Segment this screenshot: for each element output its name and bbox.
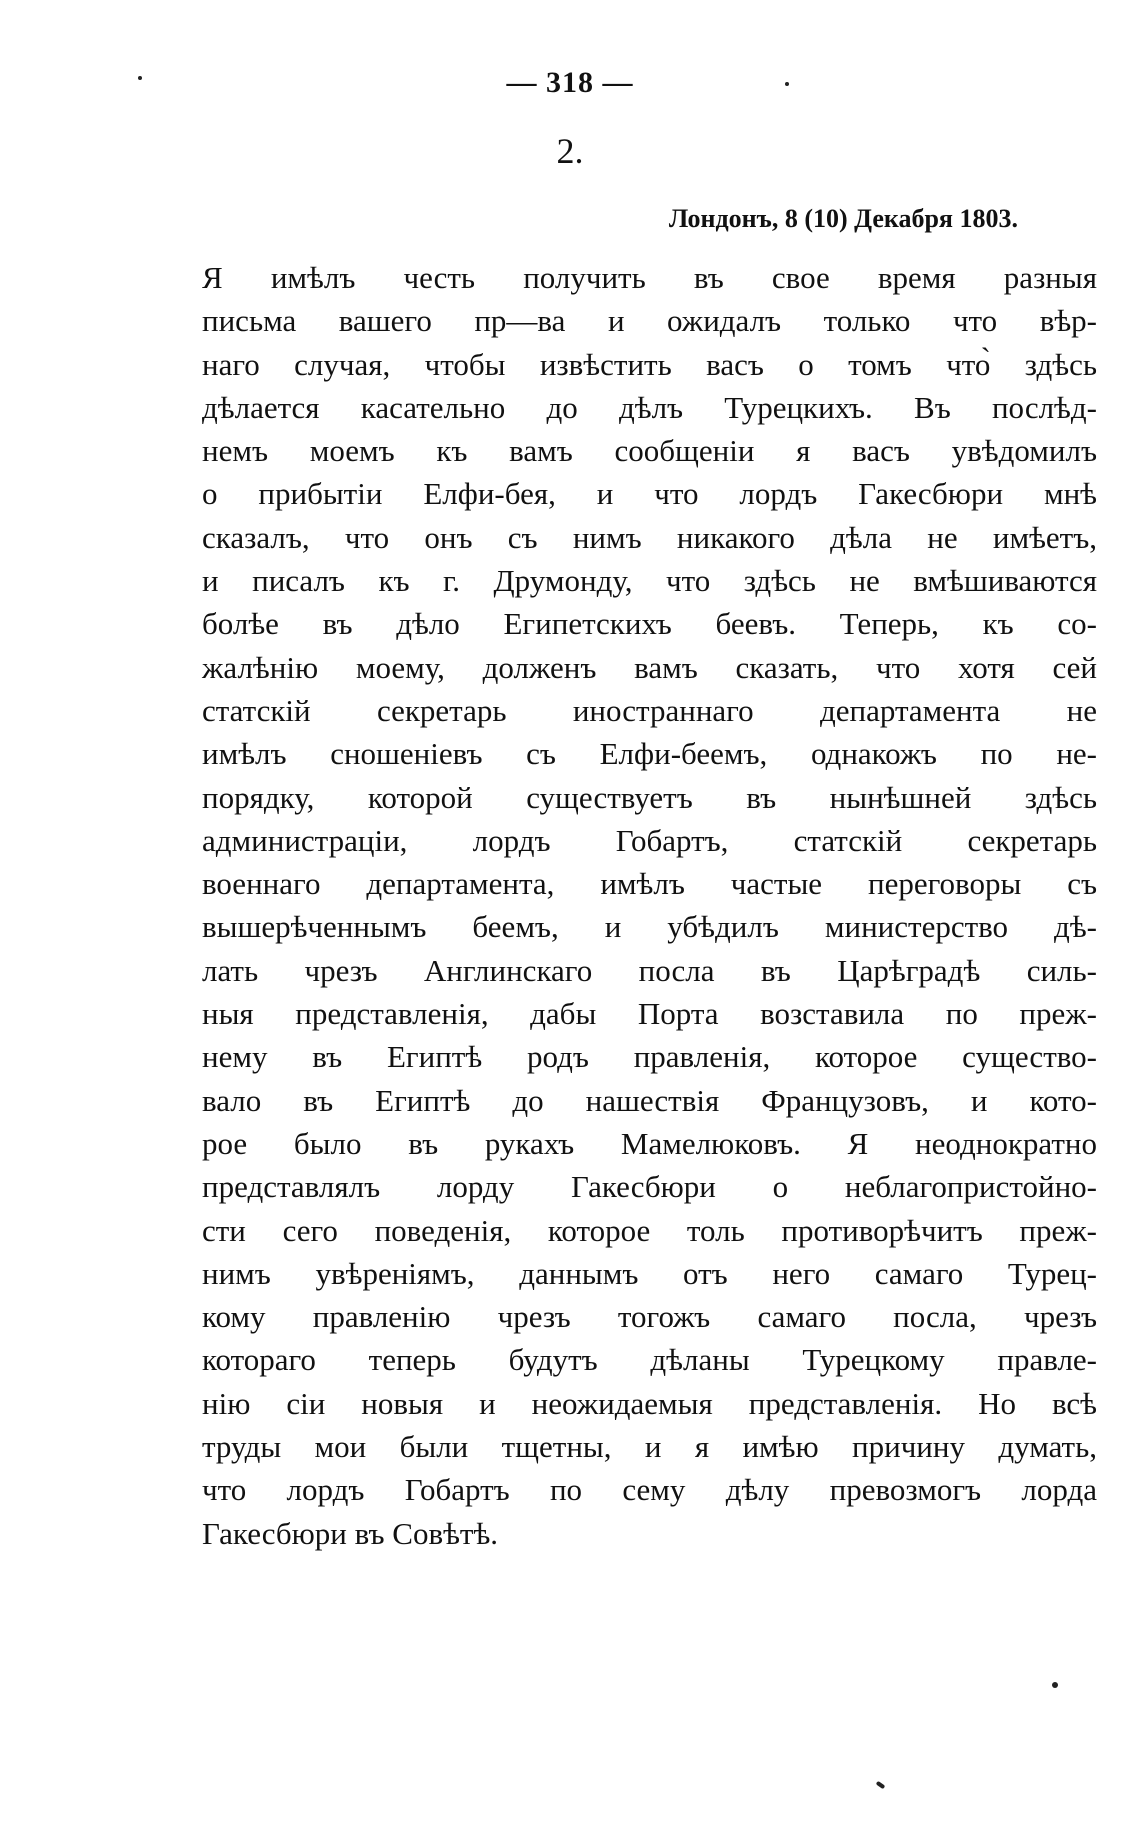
- body-line: имѣлъ сношеніевъ съ Елфи-беемъ, однакожъ по не-: [202, 736, 1097, 772]
- body-line: сти сего поведенія, которое толь противорѣчитъ преж-: [202, 1212, 1097, 1248]
- body-line: болѣе въ дѣло Египетскихъ беевъ. Теперь, къ со-: [202, 606, 1097, 642]
- dateline: Лондонъ, 8 (10) Декабря 1803.: [668, 204, 1018, 233]
- body-line: котораго теперь будутъ дѣланы Турецкому правле-: [202, 1342, 1097, 1378]
- body-line: вало въ Египтѣ до нашествія Французовъ, и кото-: [202, 1082, 1097, 1118]
- print-speck: [138, 76, 142, 80]
- body-line: Гакесбюри въ Совѣтѣ.: [202, 1515, 499, 1551]
- body-line: кому правленію чрезъ тогожъ самаго посла, чрезъ: [202, 1299, 1097, 1335]
- print-speck: [1052, 1682, 1058, 1688]
- body-line: нимъ увѣреніямъ, даннымъ отъ него самаго Турец-: [202, 1255, 1097, 1291]
- body-line: письма вашего пр—ва и ожидалъ только что вѣр-: [202, 303, 1097, 339]
- body-line: нію сіи новыя и неожидаемыя представленія. Но всѣ: [202, 1385, 1097, 1421]
- letter-number: 2.: [556, 131, 584, 171]
- body-line: и писалъ къ г. Друмонду, что здѣсь не вмѣшиваются: [202, 563, 1097, 599]
- print-speck: [876, 1781, 886, 1789]
- body-line: лать чрезъ Англинскаго посла въ Царѣградѣ силь-: [202, 952, 1097, 988]
- page-number: — 318 —: [506, 66, 634, 99]
- body-line: ныя представленія, дабы Порта возставила по преж-: [202, 996, 1097, 1032]
- body-line: администраціи, лордъ Гобартъ, статскій секретарь: [202, 822, 1097, 858]
- print-speck: [785, 82, 789, 86]
- letter-body: [202, 256, 1097, 1555]
- body-line: представлялъ лорду Гакесбюри о неблагопристойно-: [202, 1169, 1097, 1205]
- body-line: труды мои были тщетны, и я имѣю причину думать,: [202, 1429, 1097, 1465]
- body-line: дѣлается касательно до дѣлъ Турецкихъ. Въ послѣд-: [202, 389, 1097, 425]
- body-line: жалѣнію моему, долженъ вамъ сказать, что хотя сей: [202, 649, 1097, 685]
- body-line: военнаго департамента, имѣлъ частые переговоры съ: [202, 866, 1097, 902]
- body-line: рое было въ рукахъ Мамелюковъ. Я неоднократно: [202, 1125, 1097, 1161]
- body-line: сказалъ, что онъ съ нимъ никакого дѣла не имѣетъ,: [202, 519, 1097, 555]
- body-line: о прибытіи Елфи-бея, и что лордъ Гакесбюри мнѣ: [202, 476, 1097, 512]
- body-line: порядку, которой существуетъ въ нынѣшней здѣсь: [202, 779, 1097, 815]
- body-line: немъ моемъ къ вамъ сообщеніи я васъ увѣдомилъ: [202, 433, 1097, 469]
- body-line: статскій секретарь иностраннаго департамента не: [202, 692, 1097, 728]
- body-line: вышерѣченнымъ беемъ, и убѣдилъ министерство дѣ-: [202, 909, 1097, 945]
- body-line: Я имѣлъ честь получить въ свое время разныя: [202, 260, 1097, 295]
- body-line: нему въ Египтѣ родъ правленія, которое существо-: [202, 1039, 1097, 1075]
- body-line: наго случая, чтобы извѣстить васъ о томъ что̀ здѣсь: [202, 346, 1097, 382]
- body-line: что лордъ Гобартъ по сему дѣлу превозмогъ лорда: [202, 1472, 1097, 1508]
